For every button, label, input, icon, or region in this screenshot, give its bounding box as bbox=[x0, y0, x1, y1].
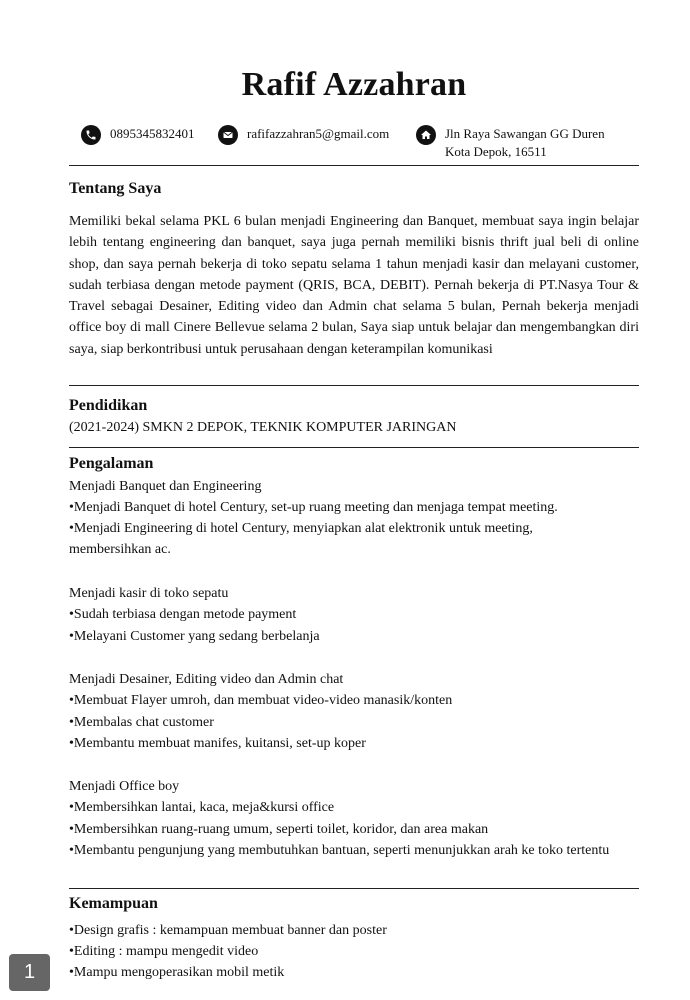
page-number-badge[interactable]: 1 bbox=[9, 954, 50, 991]
phone-number: 0895345832401 bbox=[110, 126, 195, 141]
job-bullet: •Membersihkan lantai, kaca, meja&kursi office bbox=[69, 800, 335, 815]
section-heading-experience: Pengalaman bbox=[69, 455, 154, 472]
address-line-2: Kota Depok, 16511 bbox=[445, 144, 547, 159]
job-title: Menjadi Office boy bbox=[69, 779, 180, 794]
job-bullet: •Membantu pengunjung yang membutuhkan bantuan, seperti menunjukkan arah ke toko tertentu bbox=[69, 843, 610, 858]
contact-bar bbox=[69, 125, 639, 165]
job-bullet: •Membersihkan ruang-ruang umum, seperti toilet, koridor, dan area makan bbox=[69, 822, 489, 837]
contact-phone bbox=[81, 125, 195, 145]
candidate-name: Rafif Azzahran bbox=[241, 66, 467, 103]
divider bbox=[69, 447, 639, 448]
contact-email bbox=[218, 125, 389, 145]
job-title: Menjadi Banquet dan Engineering bbox=[69, 479, 262, 494]
divider bbox=[69, 165, 639, 166]
job-bullet: •Menjadi Engineering di hotel Century, menyiapkan alat elektronik untuk meeting, membersihkan ac. bbox=[69, 521, 533, 558]
job-bullet: •Menjadi Banquet di hotel Century, set-up ruang meeting dan menjaga tempat meeting. bbox=[69, 500, 558, 515]
job-bullet: •Membuat Flayer umroh, dan membuat video-video manasik/konten bbox=[69, 693, 453, 708]
phone-icon bbox=[81, 125, 101, 145]
skill-item: •Design grafis : kemampuan membuat banner dan poster bbox=[69, 923, 387, 938]
home-icon bbox=[416, 125, 436, 145]
education-entry: (2021-2024) SMKN 2 DEPOK, TEKNIK KOMPUTER JARINGAN bbox=[69, 420, 457, 435]
skill-item: •Editing : mampu mengedit video bbox=[69, 944, 259, 959]
job-bullet: •Melayani Customer yang sedang berbelanja bbox=[69, 629, 320, 644]
divider bbox=[69, 385, 639, 386]
section-heading-education: Pendidikan bbox=[69, 397, 148, 414]
job-title: Menjadi kasir di toko sepatu bbox=[69, 586, 229, 601]
skill-item: •Mampu mengoperasikan mobil metik bbox=[69, 965, 285, 980]
section-heading-skills: Kemampuan bbox=[69, 895, 158, 912]
job-bullet: •Membalas chat customer bbox=[69, 715, 214, 730]
contact-address bbox=[416, 125, 635, 161]
mail-icon bbox=[218, 125, 238, 145]
job-bullet: •Sudah terbiasa dengan metode payment bbox=[69, 607, 297, 622]
divider bbox=[69, 888, 639, 889]
section-heading-about: Tentang Saya bbox=[69, 180, 162, 197]
email-address: rafifazzahran5@gmail.com bbox=[247, 126, 390, 141]
job-bullet: •Membantu membuat manifes, kuitansi, set-up koper bbox=[69, 736, 366, 751]
about-paragraph: Memiliki bekal selama PKL 6 bulan menjadi Engineering dan Banquet, membuat saya ingin belajar lebih tentang engineering dan banquet, saya juga pernah memiliki bisnis thrift jual beli di online shop, dan saya pernah bekerja di toko sepatu selama 1 tahun menjadi kasir dan melayani customer, sudah terbiasa dengan metode payment (QRIS, BCA, DEBIT). Pernah bekerja di PT.Nasya Tour & Travel sebagai Desainer, Editing video dan Admin chat selama 5 bulan, Pernah bekerja menjadi office boy di mall Cinere Bellevue selama 2 bulan, Saya siap untuk belajar dan mengembangkan diri saya, siap berkontribusi untuk perusahaan dengan keterampilan komunikasi bbox=[69, 214, 639, 357]
address-line-1: Jln Raya Sawangan GG Duren bbox=[445, 126, 605, 141]
job-title: Menjadi Desainer, Editing video dan Admin chat bbox=[69, 672, 344, 687]
